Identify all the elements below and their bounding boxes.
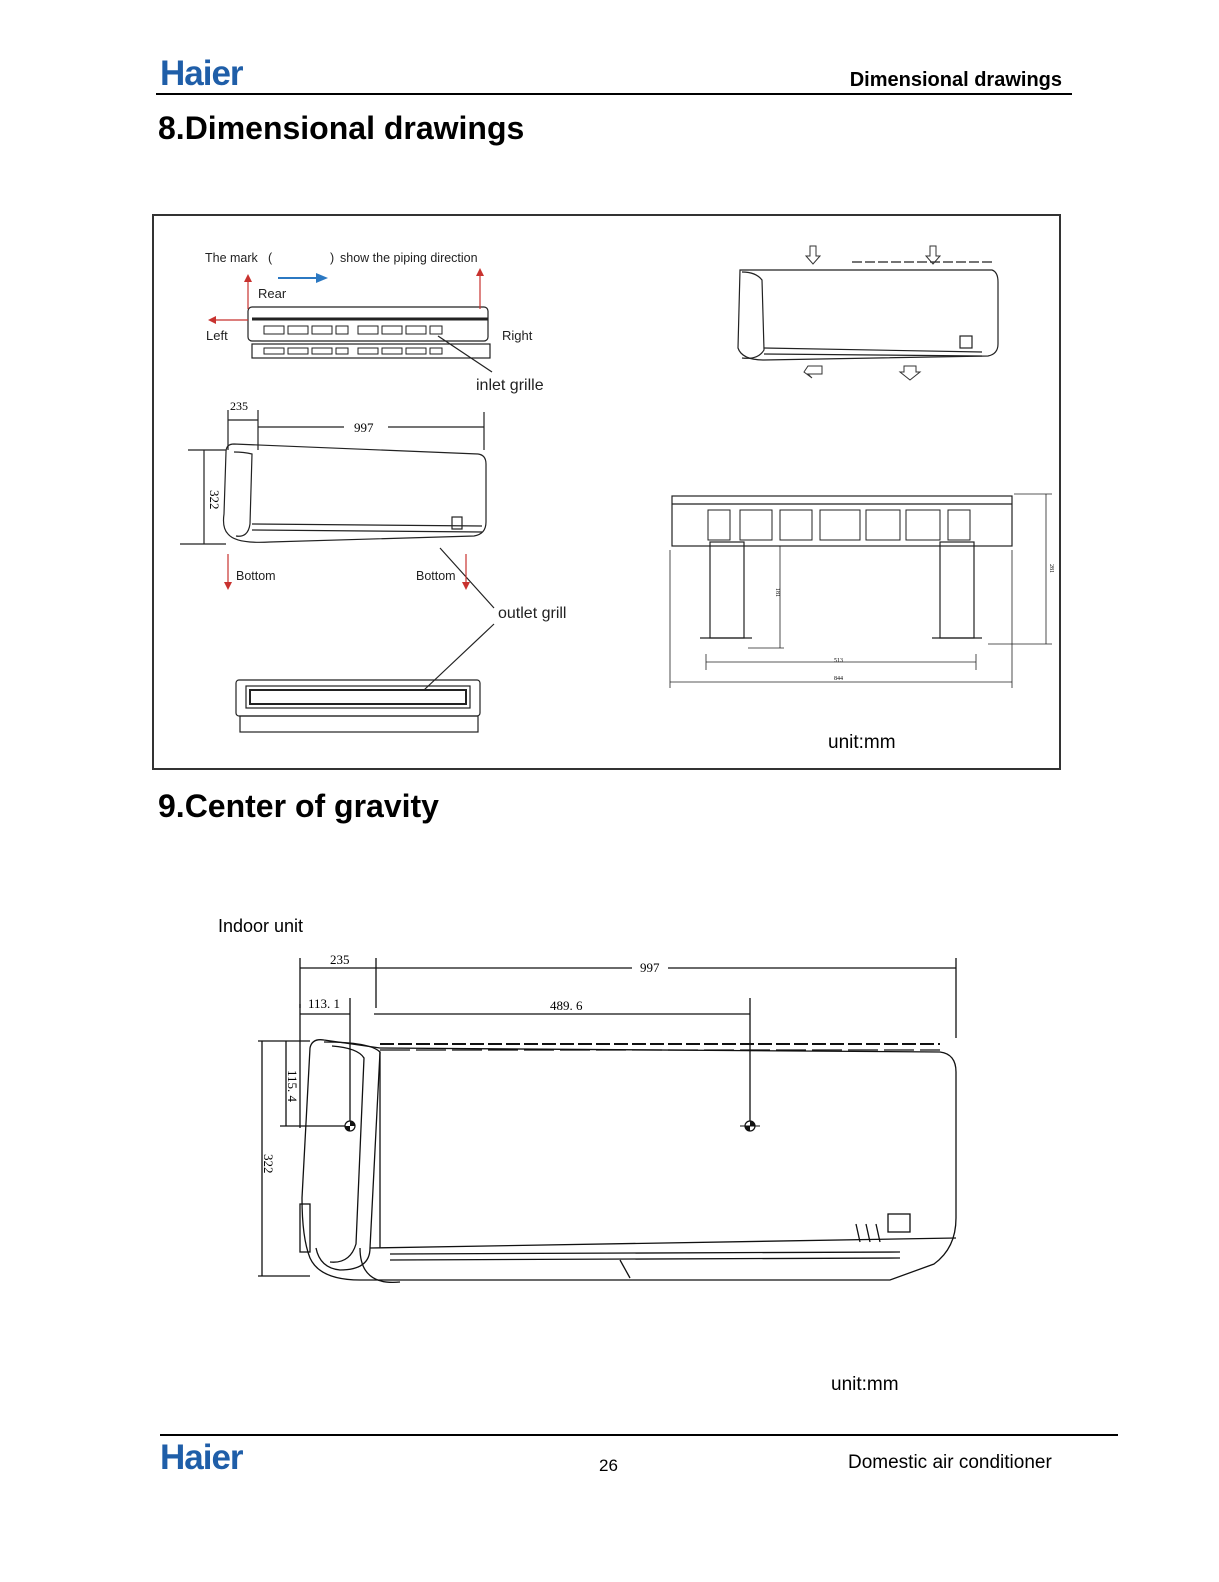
top-view-body: [248, 307, 488, 341]
cg-marker-main: [740, 1121, 760, 1131]
label-rear: Rear: [258, 286, 287, 301]
center-of-gravity-svg: [240, 948, 980, 1298]
legend-prefix: The mark: [205, 251, 258, 265]
header-logo: Haier: [160, 54, 243, 93]
dimensional-drawings-figure: [152, 214, 1061, 770]
cg-dim-x-front: 113. 1: [308, 996, 341, 1011]
cg-dim-y: 115. 4: [285, 1070, 300, 1103]
dim-plate-844: 844: [834, 676, 843, 682]
page-number: 26: [599, 1456, 618, 1475]
dim-depth: 235: [230, 399, 248, 413]
section-8-title: 8.Dimensional drawings: [158, 110, 525, 146]
cg-marker-front: [345, 1121, 355, 1131]
plate-bracket-right: [940, 542, 974, 638]
footer-rule: [160, 1434, 1118, 1436]
indoor-unit-label: Indoor unit: [218, 916, 304, 936]
plate-bracket-left: [710, 542, 744, 638]
svg-text:(: (: [268, 251, 273, 265]
cg-dim-width: 997: [640, 960, 660, 975]
footer-logo: Haier: [160, 1438, 243, 1477]
label-inlet-grille: inlet grille: [476, 377, 544, 394]
label-outlet-grill: outlet grill: [498, 605, 567, 622]
unit-label-9: unit:mm: [831, 1374, 899, 1395]
profile-view-body: [738, 270, 998, 360]
header-rule: [156, 93, 1072, 95]
dimensional-drawings-svg: [152, 214, 1061, 770]
cg-dim-height: 322: [261, 1154, 276, 1174]
dim-plate-height: 281: [1048, 564, 1054, 573]
cg-dim-x-main: 489. 6: [550, 998, 583, 1013]
dim-plate-513: 513: [834, 658, 843, 664]
label-bottom-right: Bottom: [416, 569, 456, 583]
footer-doc-title: Domestic air conditioner: [848, 1452, 1052, 1473]
dim-plate-inner: 181: [774, 588, 780, 597]
label-left: Left: [206, 328, 228, 343]
cg-dim-depth: 235: [330, 952, 350, 967]
label-right: Right: [502, 328, 533, 343]
inlet-grille-slots: [264, 326, 442, 354]
dim-width: 997: [354, 420, 374, 435]
dim-height: 322: [207, 490, 222, 510]
svg-text:): ): [330, 251, 335, 265]
unit-label-8: unit:mm: [828, 732, 896, 753]
header-section-title: Dimensional drawings: [849, 69, 1062, 91]
center-of-gravity-figure: [240, 948, 980, 1298]
airflow-arrows: [804, 246, 940, 380]
side-view-body: [224, 444, 487, 542]
section-9-title: 9.Center of gravity: [158, 788, 439, 824]
label-bottom-left: Bottom: [236, 569, 276, 583]
legend-suffix: show the piping direction: [340, 251, 478, 265]
